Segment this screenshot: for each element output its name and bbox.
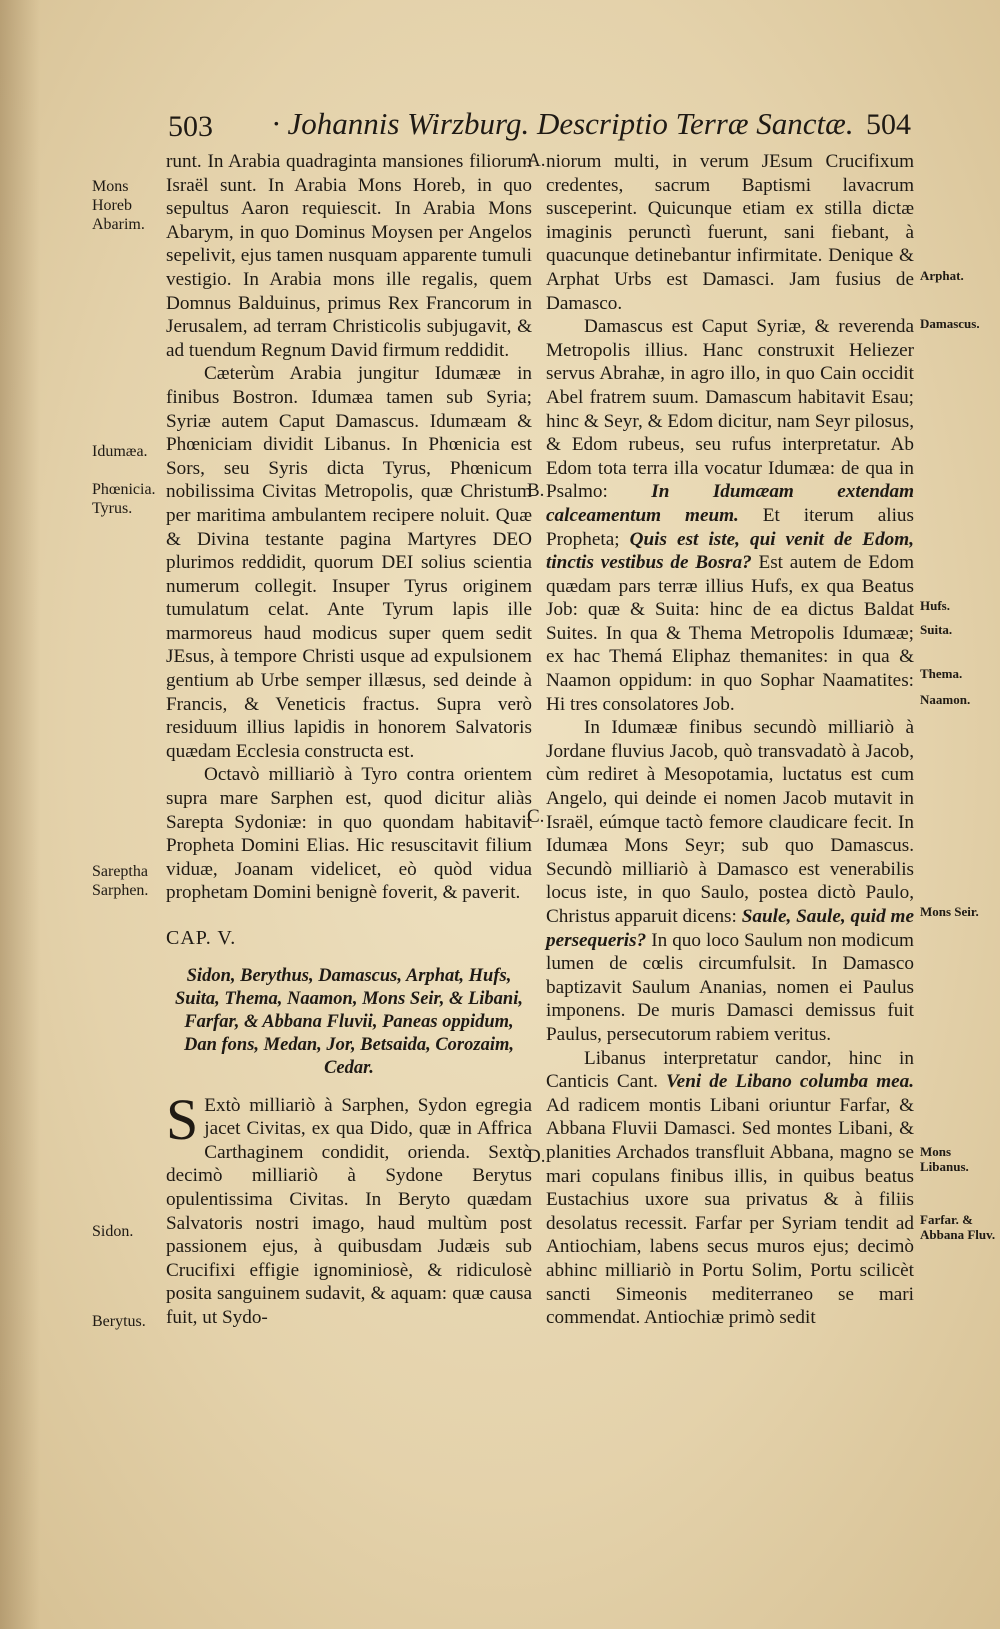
margin-note-mons-libanus: Mons Libanus. [920, 1144, 969, 1174]
right-p3-text-b: In quo loco Saulum non modicum lumen de cœlis circumfulsit. In Damasco baptizavit Saulum Ananias, nomen ei Paulus imponens. De muris Damasci demissus fuit Paulus, persecutorum rabiem veritus. [546, 929, 914, 1045]
margin-note-suita: Suita. [920, 622, 953, 637]
page-number-right: 504 [866, 108, 911, 141]
margin-note-mons-seir: Mons Seir. [920, 904, 979, 919]
left-paragraph-2: Cæterùm Arabia jungitur Idumææ in finibus Bostron. Idumæa tamen sub Syria; Syriæ autem Caput Damascus. Idumæam & Phœniciam dividit Libanus. In Phœnicia est Sors, seu Syris dicta Tyrus, Phœnicum nobilissima Civitas Metropolis, quæ Christum per maritima ambulantem recipere noluit. Quæ & Divina testante pagina Martyres DEO plurimos reddidit, quorum DEI solius scientia numerum collegit. Insuper Tyrus originem tumulatum celat. Ante Tyrum lapis ille marmoreus haud modicus super quem sedit JEsus, à tempore Christi usque ad expulsionem gentium ab Urbe semper illæsus, sed deinde à Francis, & Veneticis fractus. Supra verò residuum illius lapidis in honorem Salvatoris quædam Ecclesia constructa est. [166, 363, 532, 762]
right-p3-text-a: In Idumææ finibus secundò milliariò à Jordane fluvius Jacob, quò transvadatò à Jacob, cùm rediret à Mesopotamia, luctatus est cum Angelo, qui deinde ei nomen Jacob mutavit in Israël, eúmque tactò femore claudicare fecit. In Idumæa Mons Seyr; sub quo Damascus. Secundò milliariò à Damasco est venerabilis locus iste, in quo Saulo, postea dictò Paulo, Christus apparuit dicens: [546, 717, 914, 927]
margin-note-naamon: Naamon. [920, 692, 971, 707]
page-number-left: 503 [168, 110, 213, 143]
running-title: · Johannis Wirzburg. Descriptio Terræ Sanctæ. [272, 106, 854, 141]
margin-note-thema: Thema. [920, 666, 963, 681]
right-p2-text-c: Est autem de Edom quædam pars terræ illius Hufs, ex qua Beatus Job: quæ & Suita: hinc de ea dictus Baldat Suites. In qua & Thema Metropolis Idumææ; ex hac Themá Eliphaz themanites: in qua & Naamon oppidum: in quo Sophar Naamatites: Hi tres consolatores Job. [546, 552, 915, 715]
left-paragraph-1: runt. In Arabia quadraginta mansiones filiorum Israël sunt. In Arabia Mons Horeb, in quo sepultus Aaron requiescit. In Arabia Mons Abarym, in quo Dominus Moysen per Angelos sepelivit, ejus tamen nusquam apparente tumuli vestigio. In Arabia mons ille regalis, quem Domnus Balduinus, primus Rex Francorum in Jerusalem, ad terram Christicolis subjugavit, & ad tuendum Regnum David firmum reddidit. [166, 151, 532, 361]
margin-note-damascus: Damascus. [920, 316, 980, 331]
right-paragraph-1: niorum multi, in verum JEsum Crucifixum credentes, sacrum Baptismi lavacrum susceperint. Quicunque etiam ex stilla dictæ imaginis perunctì fuerunt, sani fiebant, à quacunque detinebantur infirmitate. Denique & Arphat Urbs est Damasci. Jam fusius de Damasco. [546, 151, 914, 314]
right-p2-text-a: Damascus est Caput Syriæ, & reverenda Metropolis illius. Hanc construxit Heliezer servus Abrahæ, in agro illo, in quo Cain occidit Abel fratrem suum. Damascum habitavit Esau; hinc & Seyr, & Edom dicitur, nam Seyr pilosus, & Edom rubeus, seu rufus interpretatur. Ab Edom tota terra illa vocatur Idumæa: de qua in Psalmo: [546, 316, 914, 503]
margin-note-berytus: Berytus. [92, 1313, 146, 1330]
margin-note-farfar: Farfar. & Abbana Fluv. [920, 1212, 996, 1242]
margin-note-horeb: Mons Horeb Abarim. [92, 178, 145, 233]
right-column [546, 150, 914, 1330]
left-column [166, 150, 532, 1330]
right-paragraph-2 [546, 315, 914, 716]
drop-cap: S [166, 1086, 199, 1152]
right-p2-text-b: Et iterum alius Propheta; [546, 504, 914, 550]
left-paragraph-3: Octavò milliariò à Tyro contra orientem supra mare Sarphen est, quod dicitur aliàs Sarepta Sydoniæ: in quo quondam habitavit Propheta Domini Elias. Hic resuscitavit filium viduæ, Joanam videlicet, eò quòd vidua prophetam Domini benignè foverit, & paverit. [166, 764, 532, 904]
psalm-quote: In Idumæam extendam calceamentum meum. [546, 481, 914, 526]
chapter-heading: CAP. V. [166, 927, 237, 949]
prophet-quote: Quis est iste, qui venit de Edom, tinctis vestibus de Bosra? [546, 528, 914, 574]
margin-note-tyrus: Phœnicia. Tyrus. [92, 481, 156, 517]
canticle-quote: Veni de Libano columba mea. [666, 1071, 915, 1093]
chapter-summary: Sidon, Berythus, Damascus, Arphat, Hufs, Suita, Thema, Naamon, Mons Seir, & Libani, Farfar, & Abbana Fluvii, Paneas oppidum, Dan fons, Medan, Jor, Betsaida, Corozaim, Cedar. [175, 965, 523, 1078]
margin-note-arphat: Arphat. [920, 268, 964, 283]
margin-note-sidon: Sidon. [92, 1223, 134, 1240]
page-header [0, 104, 1000, 148]
gutter-letter-d: D. [527, 1146, 546, 1167]
right-paragraph-3 [546, 716, 914, 1046]
saul-quote: Saule, Saule, quid me persequeris? [546, 906, 915, 951]
margin-note-sareptha: Sareptha Sarphen. [92, 863, 149, 899]
left-paragraph-4-wrap [166, 1086, 532, 1330]
margin-note-idumaea: Idumæa. [92, 443, 148, 460]
gutter-letter-c: C. [527, 806, 545, 827]
gutter-letter-a: A. [527, 150, 546, 171]
margin-note-hufs: Hufs. [920, 598, 950, 613]
right-p4-text-a: Libanus interpretatur candor, hinc in Canticis Cant. [546, 1047, 914, 1093]
gutter-letter-b: B. [527, 480, 545, 501]
binding-shadow [0, 0, 40, 1629]
right-paragraph-4 [546, 1047, 914, 1330]
left-paragraph-4: Extò milliariò à Sarphen, Sydon egregia jacet Civitas, ex qua Dido, quæ in Affrica Carthaginem condidit, orienda. Sextò decimò milliariò à Sydone Berytus opulentissima Civitas. In Beryto quædam Salvatoris nostri imago, haud multùm post passionem ejus, à quibusdam Judæis sub Crucifixi effigie ignominiosè, & ridiculosè posita sanguinem sudavit, & aquam: quæ causa fuit, ut Sydo- [166, 1094, 532, 1328]
right-p4-text-b: Ad radicem montis Libani oriuntur Farfar, & Abbana Fluvii Damasci. Sed montes Libani, & planities Archados transfluit Abbana, magno se mari copulans finibus illis, in quibus beatus Eustachius uxore sua privatus & à filiis desolatus recessit. Farfar per Syriam tendit ad Antiochiam, labens secus muros ejus; decimò abhinc milliariò in Portu Solim, Portu scilicèt sancti Simeonis mediterraneo se mari commendat. Antiochiæ primò sedit [546, 1094, 914, 1329]
